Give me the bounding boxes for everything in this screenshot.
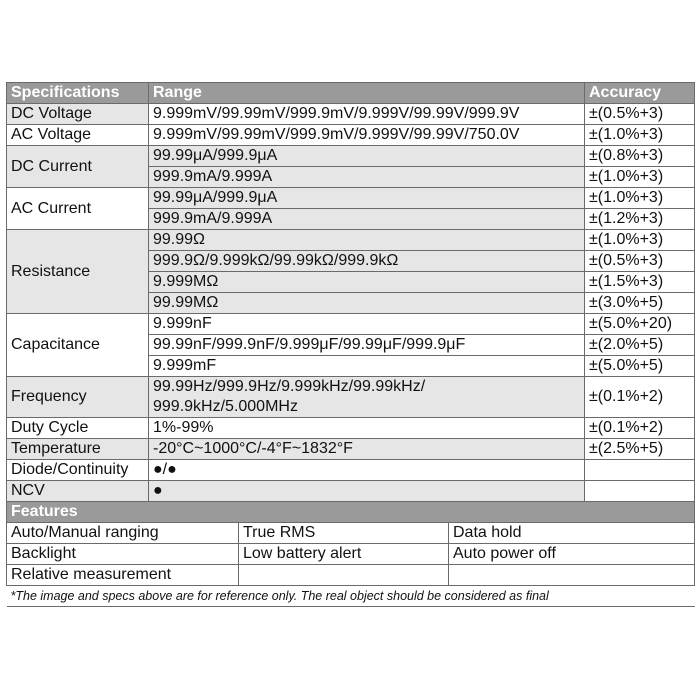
disclaimer-note: *The image and specs above are for reference only. The real object should be considered as final	[7, 586, 695, 607]
range-cell: -20°C~1000°C/-4°F~1832°F	[149, 439, 585, 460]
accuracy-cell: ±(0.5%+3)	[585, 104, 695, 125]
accuracy-cell: ±(2.5%+5)	[585, 439, 695, 460]
range-cell: 999.9mA/9.999A	[149, 209, 585, 230]
table-row	[7, 544, 695, 565]
row-label: Temperature	[7, 439, 149, 460]
row-label: Diode/Continuity	[7, 460, 149, 481]
accuracy-cell: ±(5.0%+20)	[585, 314, 695, 335]
feature-cell: Auto/Manual ranging	[7, 523, 239, 544]
feature-cell: Auto power off	[449, 544, 695, 565]
range-cell: 9.999MΩ	[149, 272, 585, 293]
table-row	[7, 125, 695, 146]
table-row	[7, 418, 695, 439]
row-label: AC Voltage	[7, 125, 149, 146]
accuracy-cell: ±(0.1%+2)	[585, 377, 695, 418]
specifications-header: Specifications	[7, 83, 149, 104]
range-cell: ●/●	[149, 460, 585, 481]
feature-cell: Backlight	[7, 544, 239, 565]
table-row	[7, 523, 695, 544]
feature-cell: Low battery alert	[239, 544, 449, 565]
range-cell	[149, 377, 585, 418]
specifications-table	[6, 82, 695, 502]
feature-cell: True RMS	[239, 523, 449, 544]
range-cell: 1%-99%	[149, 418, 585, 439]
feature-cell: Relative measurement	[7, 565, 239, 586]
range-cell: 9.999mF	[149, 356, 585, 377]
range-cell: 999.9Ω/9.999kΩ/99.99kΩ/999.9kΩ	[149, 251, 585, 272]
feature-cell	[449, 565, 695, 586]
table-row	[7, 188, 695, 209]
row-label: AC Current	[7, 188, 149, 230]
range-line: 999.9kHz/5.000MHz	[153, 398, 298, 415]
table-row	[7, 481, 695, 502]
features-table	[6, 501, 695, 607]
accuracy-cell: ±(1.5%+3)	[585, 272, 695, 293]
accuracy-cell	[585, 481, 695, 502]
accuracy-cell: ±(5.0%+5)	[585, 356, 695, 377]
spec-header-row	[7, 83, 695, 104]
feature-cell: Data hold	[449, 523, 695, 544]
spec-sheet	[6, 82, 694, 607]
range-cell: 99.99μA/999.9μA	[149, 188, 585, 209]
row-label: Capacitance	[7, 314, 149, 377]
range-header: Range	[149, 83, 585, 104]
range-cell: 99.99Ω	[149, 230, 585, 251]
range-cell: 9.999mV/99.99mV/999.9mV/9.999V/99.99V/750.0V	[149, 125, 585, 146]
accuracy-cell: ±(1.0%+3)	[585, 125, 695, 146]
accuracy-cell: ±(0.5%+3)	[585, 251, 695, 272]
features-header-row	[7, 502, 695, 523]
accuracy-header: Accuracy	[585, 83, 695, 104]
table-row	[7, 565, 695, 586]
row-label: Frequency	[7, 377, 149, 418]
row-label: NCV	[7, 481, 149, 502]
note-row	[7, 586, 695, 607]
feature-cell	[239, 565, 449, 586]
row-label: Duty Cycle	[7, 418, 149, 439]
features-header: Features	[7, 502, 695, 523]
accuracy-cell: ±(0.1%+2)	[585, 418, 695, 439]
row-label: DC Voltage	[7, 104, 149, 125]
table-row	[7, 377, 695, 418]
range-cell: 99.99nF/999.9nF/9.999μF/99.99μF/999.9μF	[149, 335, 585, 356]
range-cell: 99.99μA/999.9μA	[149, 146, 585, 167]
accuracy-cell: ±(2.0%+5)	[585, 335, 695, 356]
accuracy-cell	[585, 460, 695, 481]
row-label: DC Current	[7, 146, 149, 188]
range-cell: 999.9mA/9.999A	[149, 167, 585, 188]
range-cell: 9.999nF	[149, 314, 585, 335]
accuracy-cell: ±(1.2%+3)	[585, 209, 695, 230]
table-row	[7, 104, 695, 125]
table-row	[7, 314, 695, 335]
row-label: Resistance	[7, 230, 149, 314]
range-cell: 9.999mV/99.99mV/999.9mV/9.999V/99.99V/999.9V	[149, 104, 585, 125]
accuracy-cell: ±(0.8%+3)	[585, 146, 695, 167]
accuracy-cell: ±(1.0%+3)	[585, 188, 695, 209]
range-cell: 99.99MΩ	[149, 293, 585, 314]
range-cell: ●	[149, 481, 585, 502]
table-row	[7, 460, 695, 481]
accuracy-cell: ±(1.0%+3)	[585, 230, 695, 251]
table-row	[7, 230, 695, 251]
accuracy-cell: ±(3.0%+5)	[585, 293, 695, 314]
accuracy-cell: ±(1.0%+3)	[585, 167, 695, 188]
table-row	[7, 439, 695, 460]
range-line: 99.99Hz/999.9Hz/9.999kHz/99.99kHz/	[153, 378, 426, 395]
table-row	[7, 146, 695, 167]
